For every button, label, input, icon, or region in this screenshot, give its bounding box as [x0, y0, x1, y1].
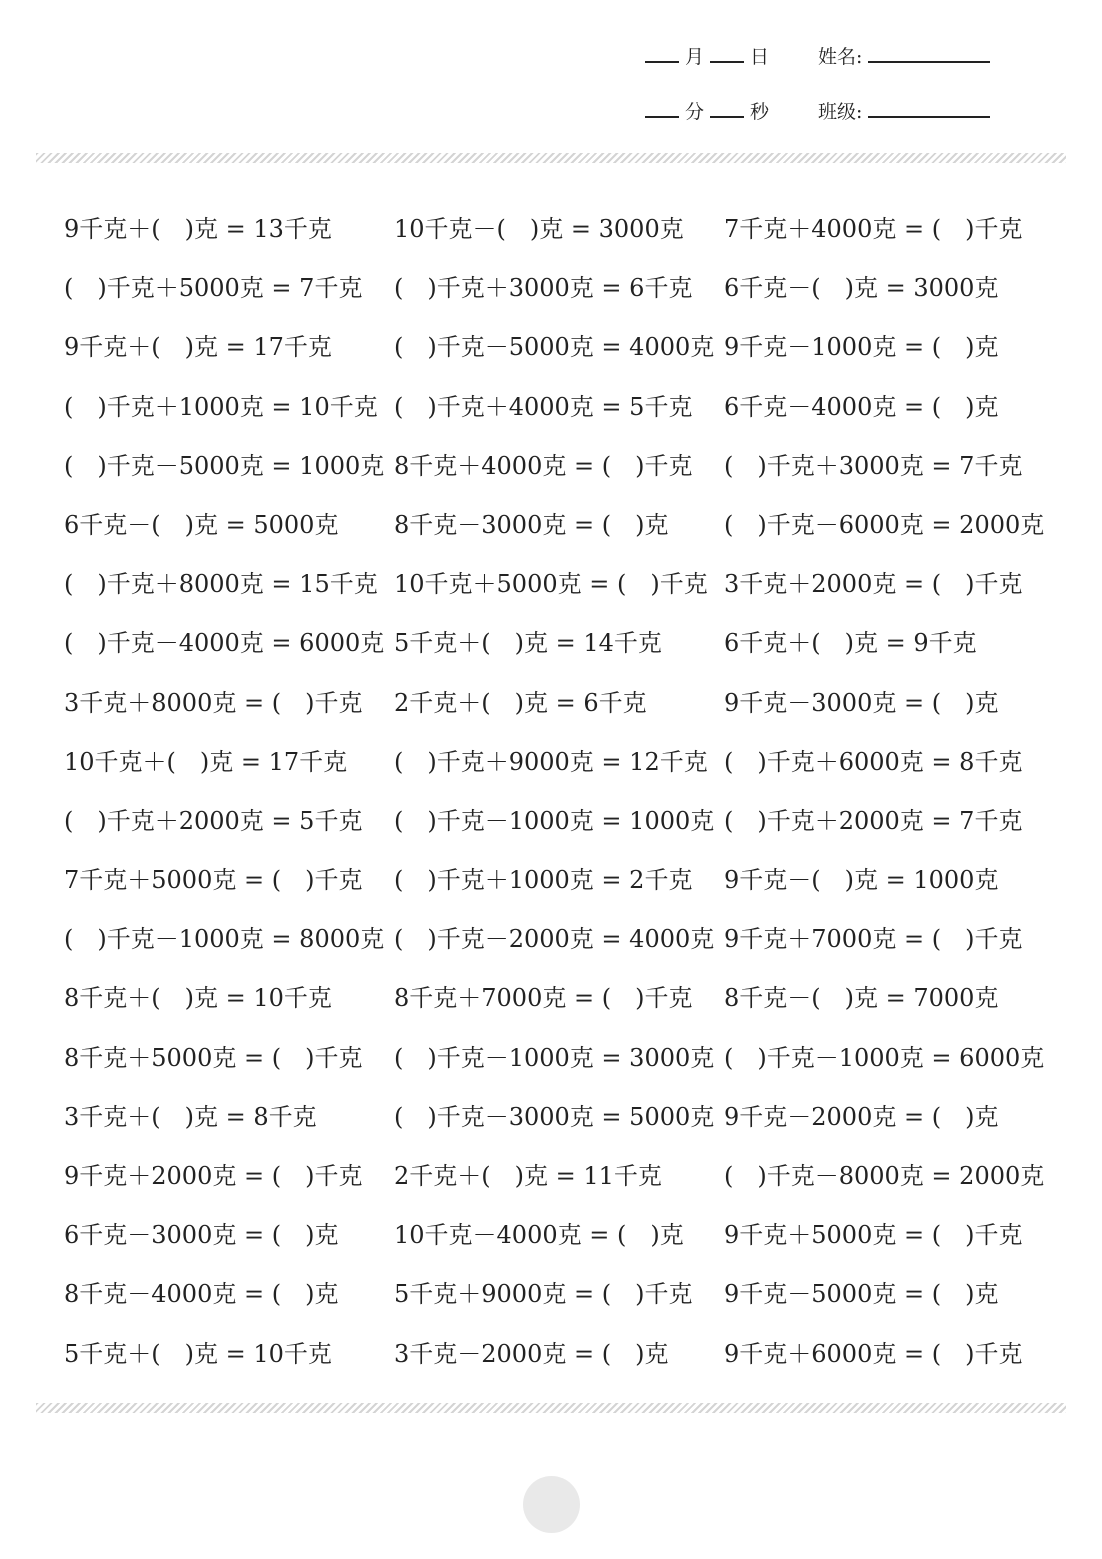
- top-divider: [36, 153, 1066, 163]
- problem-row: [64, 1206, 1064, 1265]
- class-label: 班级:: [818, 101, 863, 123]
- problem-item: ( )千克－1000克 = 6000克: [724, 1043, 1045, 1072]
- problem-item: ( )千克－5000克 = 1000克: [64, 451, 385, 480]
- problem-item: ( )千克－6000克 = 2000克: [724, 510, 1045, 539]
- problem-item: 9千克－1000克 = ( )克: [724, 333, 999, 362]
- problem-item: ( )千克＋6000克 = 8千克: [724, 747, 1023, 776]
- problem-row: [64, 200, 1064, 259]
- problem-row: [64, 259, 1064, 318]
- problem-row: [64, 318, 1064, 377]
- problem-row: [64, 851, 1064, 910]
- name-field: [818, 42, 990, 72]
- problem-row: [64, 437, 1064, 496]
- problem-item: ( )千克－3000克 = 5000克: [394, 1102, 715, 1131]
- problem-item: 6千克－4000克 = ( )克: [724, 392, 999, 421]
- problem-item: 8千克＋( )克 = 10千克: [64, 984, 332, 1013]
- problem-item: ( )千克－1000克 = 3000克: [394, 1043, 715, 1072]
- minute-label: 分: [685, 101, 705, 123]
- problem-item: ( )千克＋1000克 = 10千克: [64, 392, 378, 421]
- class-blank[interactable]: [868, 98, 990, 118]
- name-blank[interactable]: [868, 43, 990, 63]
- problem-item: 9千克－( )克 = 1000克: [724, 866, 999, 895]
- problem-row: [64, 496, 1064, 555]
- bottom-divider: [36, 1403, 1066, 1413]
- problem-item: 9千克＋( )克 = 13千克: [64, 215, 332, 243]
- problem-item: ( )千克＋1000克 = 2千克: [394, 866, 693, 895]
- problem-item: ( )千克＋8000克 = 15千克: [64, 570, 378, 599]
- class-field: [818, 97, 990, 127]
- problem-item: 9千克＋2000克 = ( )千克: [64, 1162, 363, 1190]
- problem-item: 8千克－3000克 = ( )克: [394, 510, 669, 539]
- problem-item: ( )千克＋3000克 = 7千克: [724, 451, 1023, 480]
- problem-item: 8千克＋5000克 = ( )千克: [64, 1043, 363, 1072]
- name-label: 姓名:: [818, 46, 863, 68]
- problem-item: 6千克－( )克 = 3000克: [724, 274, 999, 303]
- day-label: 日: [750, 46, 770, 68]
- problem-row: [64, 969, 1064, 1028]
- problem-grid: [64, 200, 1064, 1384]
- problem-item: 3千克＋2000克 = ( )千克: [724, 570, 1023, 599]
- problem-item: 6千克－( )克 = 5000克: [64, 510, 339, 539]
- problem-item: 9千克＋5000克 = ( )千克: [724, 1221, 1023, 1250]
- problem-item: 6千克－3000克 = ( )克: [64, 1221, 339, 1250]
- problem-row: [64, 1325, 1064, 1384]
- problem-item: ( )千克＋9000克 = 12千克: [394, 747, 708, 776]
- problem-item: 3千克－2000克 = ( )克: [394, 1339, 669, 1368]
- problem-item: ( )千克－1000克 = 1000克: [394, 806, 715, 835]
- month-blank[interactable]: [645, 43, 679, 63]
- problem-item: 8千克＋4000克 = ( )千克: [394, 451, 693, 480]
- problem-item: 5千克＋( )克 = 10千克: [64, 1339, 332, 1368]
- problem-item: 10千克－( )克 = 3000克: [394, 215, 684, 243]
- problem-item: 8千克－4000克 = ( )克: [64, 1280, 339, 1309]
- problem-item: 8千克－( )克 = 7000克: [724, 984, 999, 1013]
- problem-item: 8千克＋7000克 = ( )千克: [394, 984, 693, 1013]
- problem-row: [64, 674, 1064, 733]
- problem-row: [64, 1088, 1064, 1147]
- problem-item: ( )千克－8000克 = 2000克: [724, 1162, 1045, 1190]
- time-row: [645, 97, 863, 127]
- problem-item: 2千克＋( )克 = 6千克: [394, 688, 647, 717]
- second-blank[interactable]: [710, 98, 744, 118]
- page-indicator-dot: [523, 1476, 580, 1533]
- month-label: 月: [685, 46, 705, 68]
- problem-item: 6千克＋( )克 = 9千克: [724, 629, 977, 658]
- problem-item: ( )千克＋2000克 = 5千克: [64, 806, 363, 835]
- problem-item: 10千克＋5000克 = ( )千克: [394, 570, 708, 599]
- worksheet-header: [0, 0, 1102, 150]
- problem-item: ( )千克－4000克 = 6000克: [64, 629, 385, 658]
- problem-item: 2千克＋( )克 = 11千克: [394, 1162, 662, 1190]
- problem-item: 7千克＋5000克 = ( )千克: [64, 866, 363, 895]
- problem-item: 10千克－4000克 = ( )克: [394, 1221, 684, 1250]
- problem-item: 10千克＋( )克 = 17千克: [64, 747, 348, 776]
- problem-row: [64, 378, 1064, 437]
- date-row: [645, 42, 863, 72]
- problem-item: 9千克－3000克 = ( )克: [724, 688, 999, 717]
- problem-item: ( )千克－1000克 = 8000克: [64, 925, 385, 954]
- problem-item: 3千克＋( )克 = 8千克: [64, 1102, 317, 1131]
- problem-item: 9千克－2000克 = ( )克: [724, 1102, 999, 1131]
- day-blank[interactable]: [710, 43, 744, 63]
- problem-item: ( )千克－5000克 = 4000克: [394, 333, 715, 362]
- problem-row: [64, 1265, 1064, 1324]
- problem-row: [64, 1147, 1064, 1206]
- problem-row: [64, 910, 1064, 969]
- problem-item: 9千克－5000克 = ( )克: [724, 1280, 999, 1309]
- problem-item: 5千克＋9000克 = ( )千克: [394, 1280, 693, 1309]
- problem-item: 3千克＋8000克 = ( )千克: [64, 688, 363, 717]
- problem-item: ( )千克＋5000克 = 7千克: [64, 274, 363, 303]
- problem-item: 9千克＋( )克 = 17千克: [64, 333, 332, 362]
- problem-item: 9千克＋6000克 = ( )千克: [724, 1339, 1023, 1368]
- problem-item: 9千克＋7000克 = ( )千克: [724, 925, 1023, 954]
- problem-row: [64, 792, 1064, 851]
- problem-item: 7千克＋4000克 = ( )千克: [724, 215, 1023, 243]
- problem-item: ( )千克＋4000克 = 5千克: [394, 392, 693, 421]
- problem-item: ( )千克＋2000克 = 7千克: [724, 806, 1023, 835]
- problem-row: [64, 614, 1064, 673]
- problem-row: [64, 555, 1064, 614]
- problem-item: ( )千克－2000克 = 4000克: [394, 925, 715, 954]
- problem-item: 5千克＋( )克 = 14千克: [394, 629, 662, 658]
- problem-row: [64, 1029, 1064, 1088]
- minute-blank[interactable]: [645, 98, 679, 118]
- problem-row: [64, 733, 1064, 792]
- problem-item: ( )千克＋3000克 = 6千克: [394, 274, 693, 303]
- second-label: 秒: [750, 101, 770, 123]
